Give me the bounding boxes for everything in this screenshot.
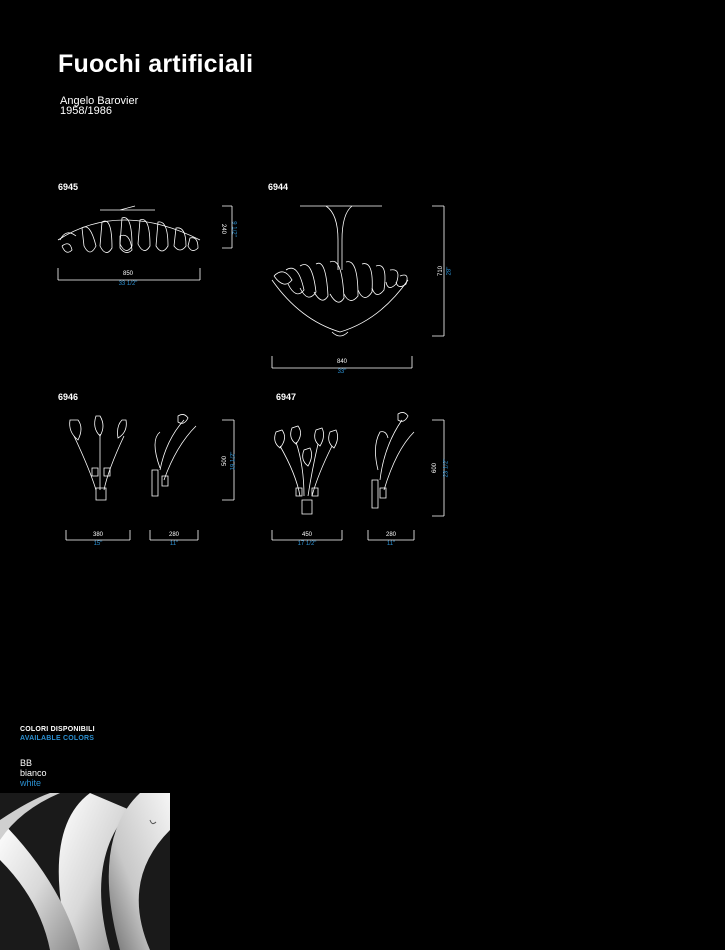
dim-6945-width-in: 33 1/2" — [118, 281, 138, 287]
drawing-6947-side — [372, 412, 414, 508]
color-name-en: white — [20, 778, 42, 788]
drawing-6944 — [272, 206, 408, 336]
drawing-6946-side — [152, 414, 196, 496]
dim-6945-height-in: 9 1/2" — [230, 221, 237, 237]
design-years: 1958/1986 — [60, 105, 112, 117]
drawing-6947-front — [275, 426, 338, 514]
dim-6947-width-in: 17 1/2" — [297, 541, 317, 547]
color-code: BB — [20, 758, 33, 768]
colors-heading-it: COLORI DISPONIBILI — [20, 726, 95, 733]
dim-6947-depth-mm: 280 — [385, 532, 396, 538]
dim-6945-width-mm: 850 — [122, 271, 133, 277]
color-name-it: bianco — [20, 768, 47, 778]
dim-6946-depth-mm: 280 — [168, 532, 179, 538]
product-code-6946: 6946 — [58, 392, 79, 402]
dim-6946-height-in: 19 1/2" — [230, 451, 237, 471]
product-code-6947: 6947 — [276, 392, 297, 402]
dim-6947-height-in: 23 1/2" — [443, 458, 450, 478]
drawing-6945 — [58, 206, 200, 253]
dim-6945-height-mm: 240 — [220, 223, 227, 235]
dim-6947-depth-in: 11" — [386, 541, 396, 547]
dim-6946-width-mm: 380 — [92, 532, 103, 538]
dim-6944-height-mm: 710 — [438, 265, 445, 277]
dim-6947-width-mm: 450 — [301, 532, 312, 538]
drawing-6946-front — [70, 416, 127, 500]
dim-6944-width-mm: 840 — [336, 359, 347, 365]
product-code-6944: 6944 — [268, 182, 289, 192]
designer-name: Angelo Barovier — [60, 95, 139, 107]
dim-6944-height-in: 28" — [446, 266, 453, 276]
dim-6947-height-mm: 600 — [432, 462, 439, 474]
dim-6946-height-mm: 500 — [222, 455, 229, 467]
dim-6944-width-in: 33" — [337, 369, 347, 375]
page-title: Fuochi artificiali — [58, 50, 254, 78]
dim-6946-width-in: 15" — [93, 541, 103, 547]
product-code-6945: 6945 — [58, 182, 79, 192]
colors-heading-en: AVAILABLE COLORS — [20, 735, 95, 742]
dim-6946-depth-in: 11" — [169, 541, 179, 547]
